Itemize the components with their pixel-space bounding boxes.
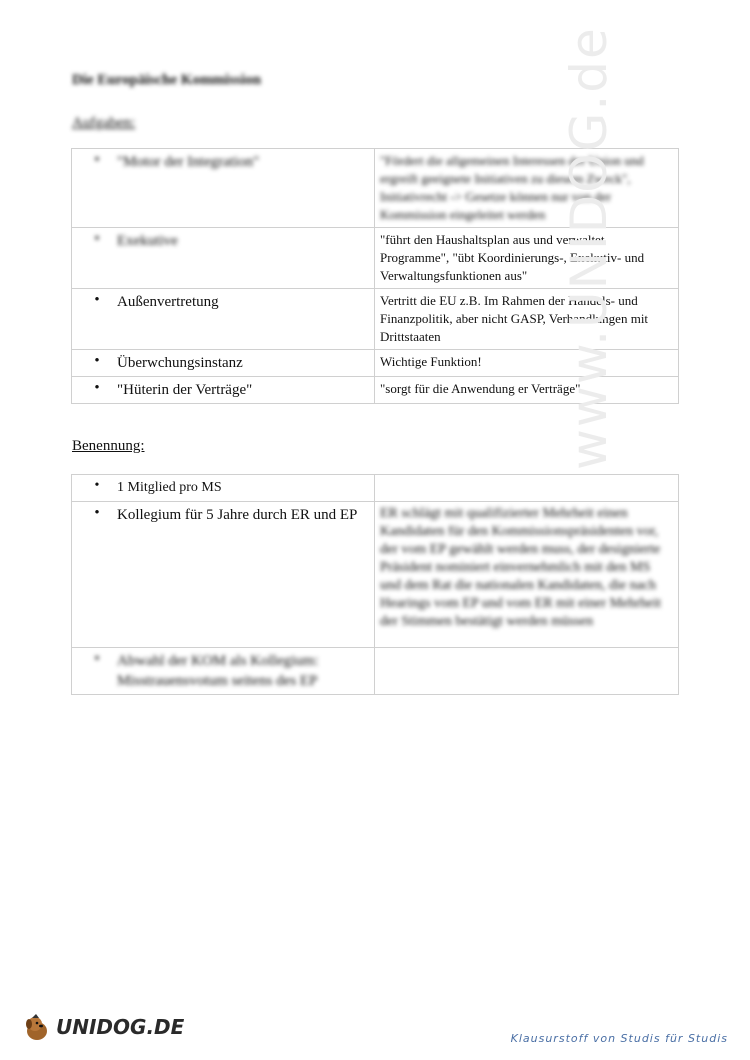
- table-row: [72, 475, 679, 502]
- table-cell: Wichtige Funktion!: [375, 350, 679, 377]
- table-cell: [72, 149, 375, 228]
- table-cell: [375, 648, 679, 695]
- benennung-label: 1 Mitglied pro MS: [117, 480, 222, 495]
- table-cell: ER schlägt mit qualifizierter Mehrheit einen Kandidaten für den Kommissionspräsidenten vor, der vom EP gewählt werden muss, der designierte Präsident nominiert einvernehmlich mit den MS und dem Rat die nationalen Kandidaten, die nach Hearings vom EP und vom ER mit einer Mehrheit der Stimmen bestätigt werden müssen: [375, 502, 679, 648]
- aufgaben-heading: Aufgaben:: [72, 115, 136, 131]
- bullet: •: [94, 353, 100, 369]
- bullet: •: [94, 231, 100, 247]
- bullet: •: [94, 505, 100, 521]
- aufgabe-label: "Motor der Integration": [117, 154, 260, 170]
- table-cell: "sorgt für die Anwendung er Verträge": [375, 377, 679, 404]
- table-cell: [72, 350, 375, 377]
- bullet: •: [94, 478, 100, 493]
- footer-tagline: Klausurstoff von Studis für Studis: [510, 1032, 728, 1045]
- watermark: www.UNIDOG.de: [560, 26, 618, 470]
- benennung-label: Abwahl der KOM als Kollegium: Misstrauensvotum seitens des EP: [117, 653, 319, 689]
- aufgabe-label: "Hüterin der Verträge": [117, 382, 253, 398]
- bullet: •: [94, 292, 100, 308]
- table-cell: "Fördert die allgemeinen Interessen der Union und ergreift geeignete Initiativen zu diesem Zweck", Initiativrecht -> Gesetze können nur von der Kommission eingeleitet werden: [375, 149, 679, 228]
- table-row: [72, 502, 679, 648]
- bullet: •: [94, 380, 100, 396]
- aufgabe-label: Überwchungsinstanz: [117, 355, 243, 371]
- aufgabe-label: Außenvertretung: [117, 294, 219, 310]
- table-cell: [72, 475, 375, 502]
- benennung-label: Kollegium für 5 Jahre durch ER und EP: [117, 507, 358, 523]
- table-cell: [72, 289, 375, 350]
- table-cell: Vertritt die EU z.B. Im Rahmen der Handels- und Finanzpolitik, aber nicht GASP, Verhandlungen mit Drittstaaten: [375, 289, 679, 350]
- bullet: •: [94, 152, 100, 168]
- dog-icon: [22, 1012, 52, 1042]
- document-title: Die Europäische Kommission: [72, 72, 261, 88]
- aufgabe-label: Exekutive: [117, 233, 178, 249]
- benennung-heading: Benennung:: [72, 438, 145, 454]
- table-row: [72, 648, 679, 695]
- table-cell: [72, 648, 375, 695]
- table-cell: [72, 502, 375, 648]
- benennung-table: [71, 474, 679, 695]
- table-cell: [375, 475, 679, 502]
- table-cell: [72, 377, 375, 404]
- table-cell: "führt den Haushaltsplan aus und verwaltet Programme", "übt Koordinierungs-, Exekutiv- und Verwaltungsfunktionen aus": [375, 228, 679, 289]
- bullet: •: [94, 651, 100, 667]
- footer-logo: [22, 1012, 184, 1042]
- table-cell: [72, 228, 375, 289]
- logo-text: UNIDOG.DE: [56, 1015, 185, 1039]
